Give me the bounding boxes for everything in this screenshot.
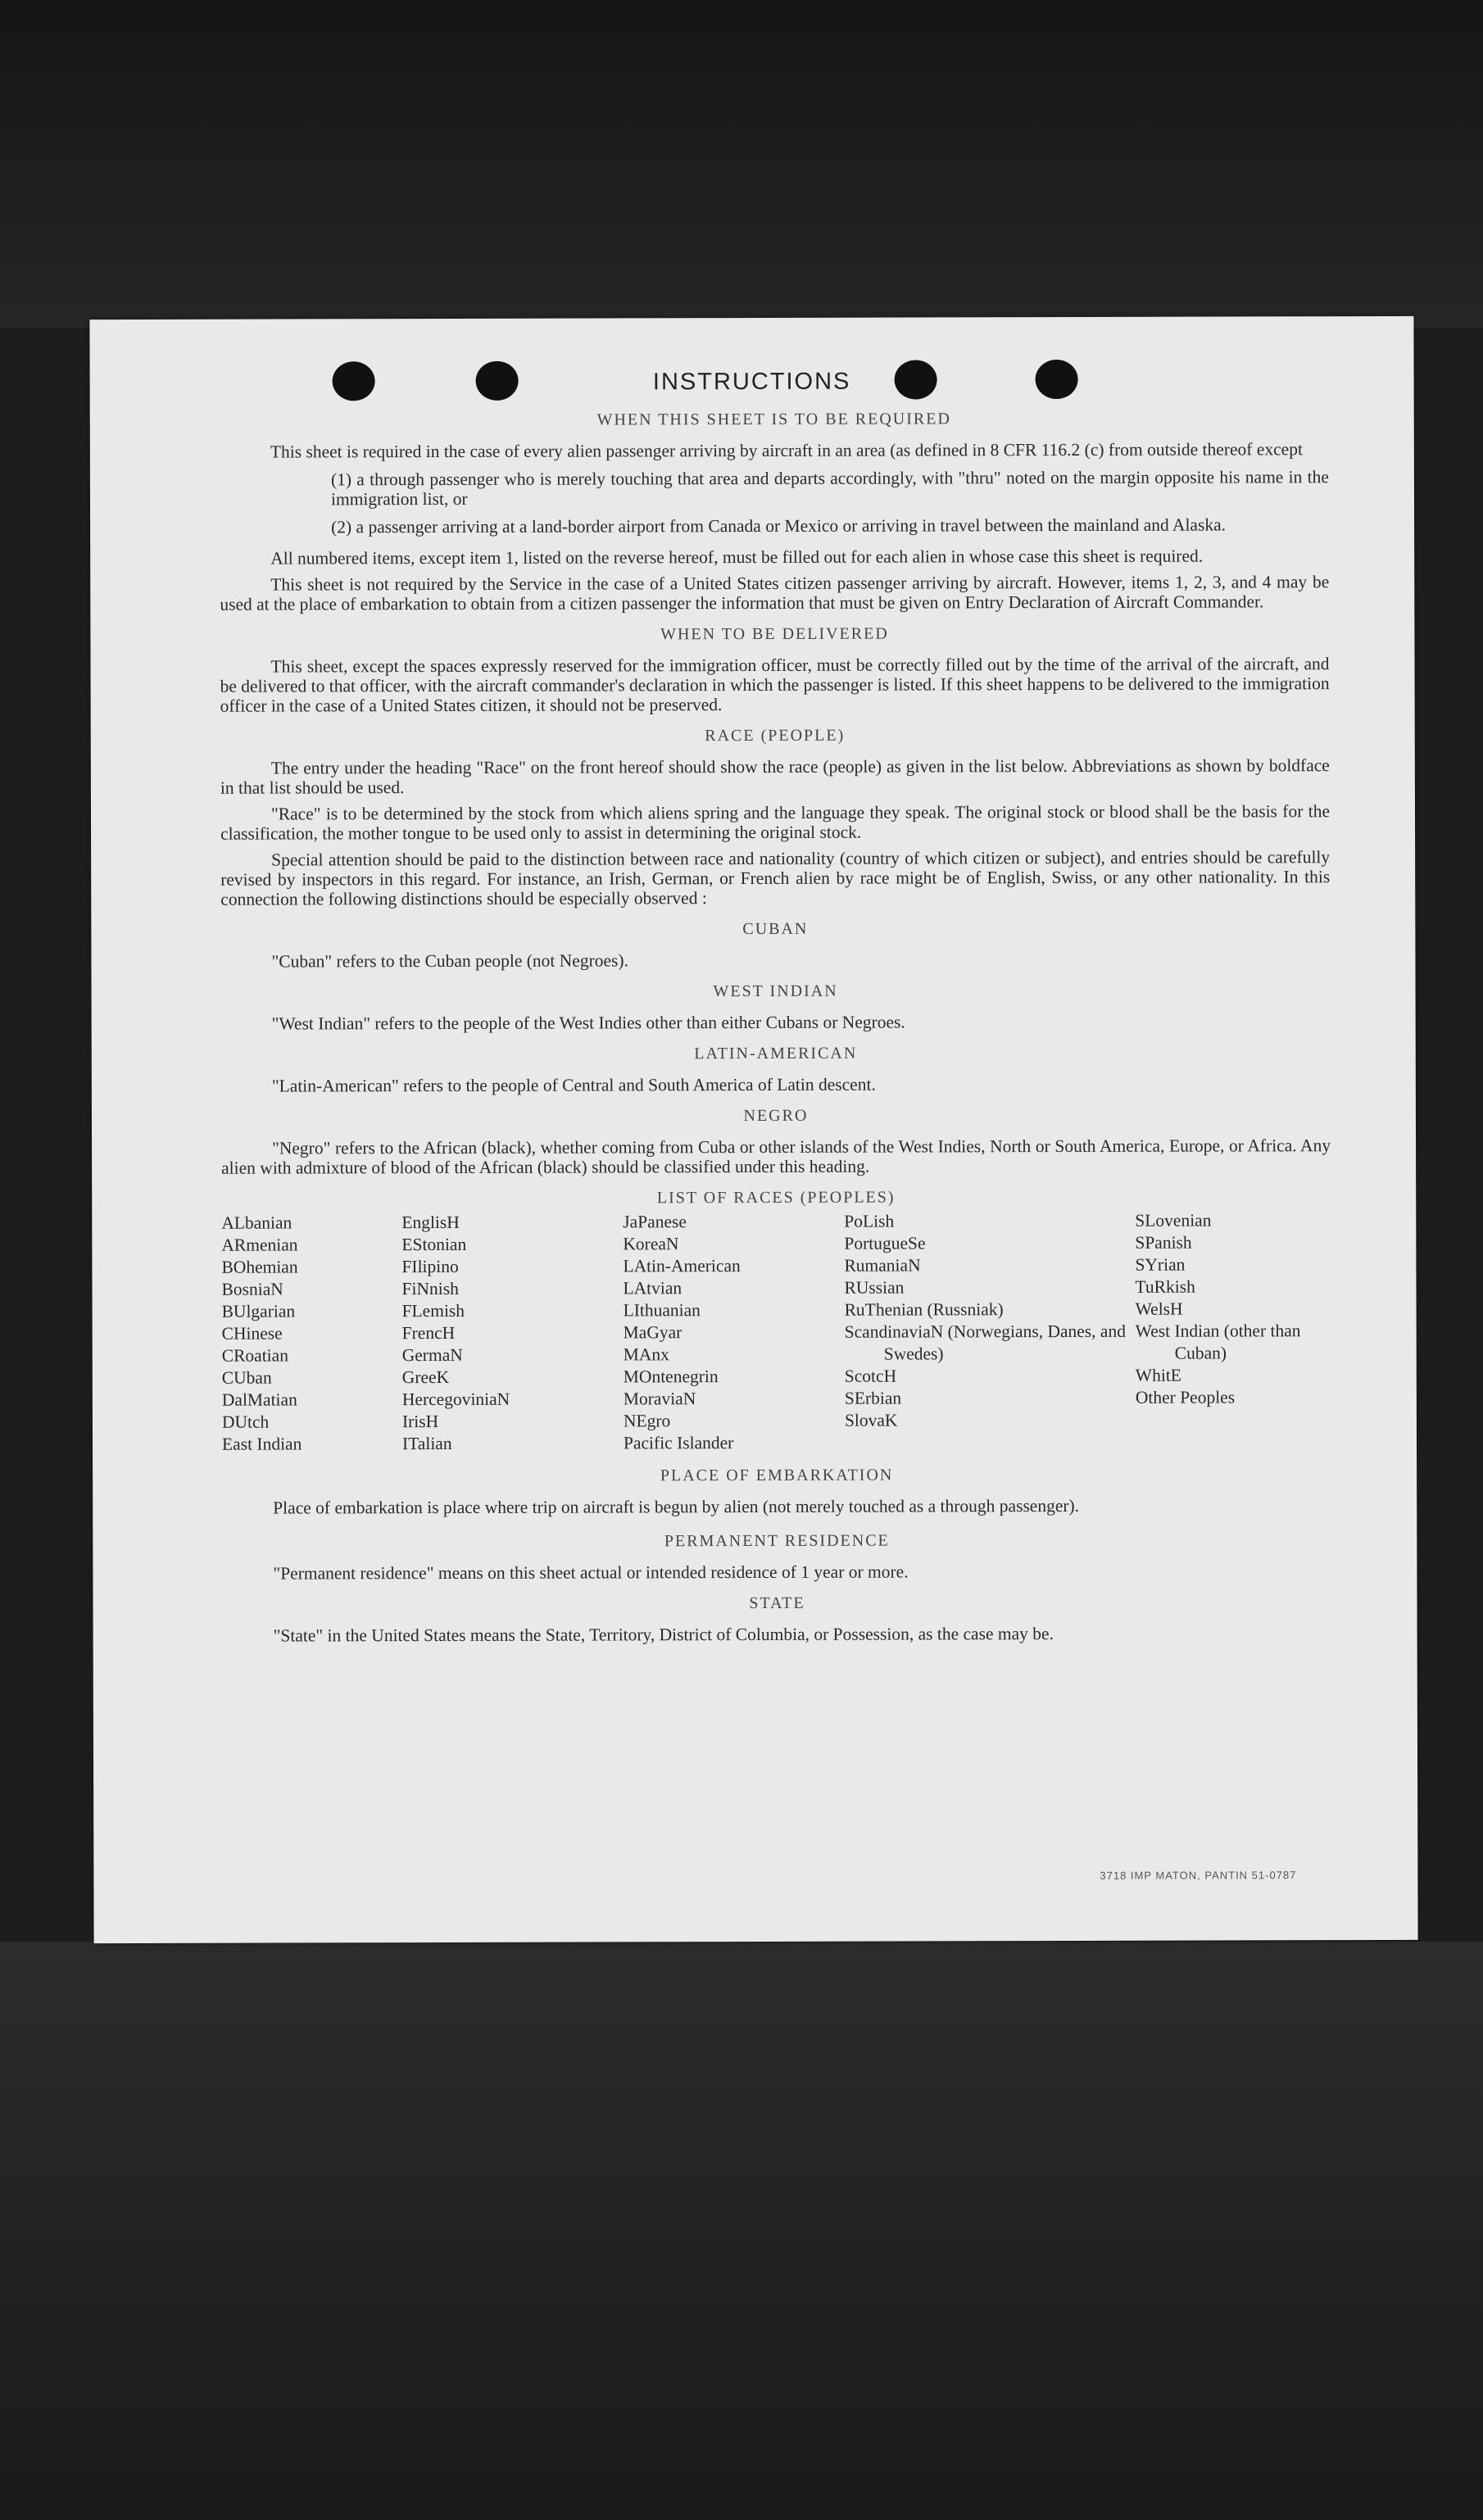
race-entry: EStonian [401,1234,467,1255]
heading-when-required: WHEN THIS SHEET IS TO BE REQUIRED [596,410,951,429]
race-entry: PortugueSe [844,1233,926,1253]
race-entry: ITalian [401,1433,452,1454]
race-entry: HercegoviniaN [401,1389,510,1410]
race-entry: MoraviaN [623,1389,696,1409]
heading-list-of-races: LIST OF RACES (PEOPLES) [656,1188,896,1208]
paragraph: All numbered items, except item 1, listed on the reverse hereof, must be filled out for each alien in whose case this sheet is required. [270,546,1204,569]
race-entry: MAnx [623,1344,669,1365]
race-entry: CHinese [221,1323,283,1344]
race-entry: SYrian [1135,1254,1186,1275]
race-entry: SlovaK [844,1410,898,1430]
race-entry: WhitE [1135,1365,1181,1385]
race-column [221,1212,402,1456]
print-code: 3718 IMP MATON, PANTIN 51-0787 [1100,1869,1297,1882]
race-entry: LAtvian [623,1278,683,1299]
paragraph: Special attention should be paid to the distinction between race and nationality (country of which citizen or subject), and entries should be carefully revised by inspectors in this regard. For instance, an Irish, German, or French alien by race might be of English, Swiss, or any other nationality. In this connection the following distinctions should be especially observed : [220,847,1331,909]
heading-permanent-residence: PERMANENT RESIDENCE [664,1531,890,1551]
race-entry: LAtin-American [623,1256,741,1276]
race-entry: ScandinaviaN (Norwegians, Danes, and Swedes) [844,1321,1126,1364]
race-entry: SLovenian [1135,1210,1212,1231]
race-entry: RUssian [844,1277,905,1298]
race-column [844,1210,1136,1454]
race-entry: CUban [221,1367,272,1388]
race-entry: BUlgarian [221,1301,296,1321]
race-entry: ARmenian [221,1235,298,1255]
paragraph: Place of embarkation is place where trip on aircraft is begun by alien (not merely touched as a through passenger). [273,1495,1080,1518]
paragraph: "Permanent residence" means on this sheet actual or intended residence of 1 year or more. [273,1561,909,1584]
race-entry: BosniaN [221,1279,283,1299]
race-entry: JaPanese [623,1212,687,1232]
race-column [401,1211,624,1455]
race-entry: GreeK [401,1367,450,1388]
race-entry: MaGyar [623,1322,683,1343]
paragraph: "Latin-American" refers to the people of Central and South America of Latin descent. [271,1074,876,1096]
race-entry: East Indian [221,1434,302,1454]
race-entry: MOntenegrin [623,1367,719,1387]
scan-background-top [0,0,1483,328]
paragraph: "Cuban" refers to the Cuban people (not Negroes). [271,950,628,972]
race-entry: GermaN [401,1344,463,1366]
race-entry: FIlipino [401,1256,459,1277]
paragraph: "Negro" refers to the African (black), whether coming from Cuba or other islands of the West Indies, North or South America, Europe, or Africa. Any alien with admixture of blood of the African (black) should be classified under this heading. [221,1135,1331,1178]
paragraph: "Race" is to be determined by the stock from which aliens spring and the language they speak. The original stock or blood shall be the basis for the classification, the mother tongue to be used only to assist in determining the original stock. [220,801,1331,844]
race-entry: ALbanian [221,1212,293,1233]
paragraph: "State" in the United States means the State, Territory, District of Columbia, or Possession, as the case may be. [273,1624,1054,1646]
race-entry: IrisH [401,1412,439,1432]
race-entry: FiNnish [401,1278,459,1299]
heading-state: STATE [749,1593,805,1613]
scan-background-bottom [0,1942,1483,2520]
instruction-sheet [89,316,1417,1943]
race-entry: ScotcH [844,1366,897,1386]
race-entry: DalMatian [221,1389,297,1410]
race-entry: West Indian (other than Cuban) [1135,1321,1301,1363]
race-entry: RumaniaN [844,1255,921,1276]
heading-negro: NEGRO [743,1106,809,1126]
paragraph-exception-2: (2) a passenger arriving at a land-border airport from Canada or Mexico or arriving in travel between the mainland and Alaska. [331,514,1227,537]
paragraph: The entry under the heading "Race" on the front hereof should show the race (people) as given in the list below. Abbreviations as shown by boldface in that list should be used. [220,755,1330,798]
paragraph-exception-1: (1) a through passenger who is merely touching that area and departs accordingly, with "thru" noted on the margin opposite his name in the immigration list, or [330,467,1329,510]
race-entry: Pacific Islander [623,1433,734,1453]
race-entry: RuThenian (Russniak) [844,1299,1004,1320]
race-entry: PoLish [844,1211,895,1231]
race-entry: NEgro [623,1411,671,1431]
race-entry: TuRkish [1135,1276,1195,1297]
race-entry: FrencH [401,1322,456,1344]
heading-cuban: CUBAN [742,919,809,939]
race-entry: FLemish [401,1300,465,1321]
race-list [221,1209,1331,1456]
heading-race: RACE (PEOPLE) [705,726,846,746]
heading-embarkation: PLACE OF EMBARKATION [660,1466,894,1485]
heading-west-indian: WEST INDIAN [713,981,838,1001]
race-entry: KoreaN [623,1234,679,1254]
page-title: INSTRUCTIONS [652,368,851,396]
paragraph: This sheet is required in the case of every alien passenger arriving by aircraft in an area (as defined in 8 CFR 116.2 (c) from outside thereof except [270,439,1303,462]
race-entry: WelsH [1135,1299,1183,1319]
paragraph: This sheet is not required by the Service in the case of a United States citizen passenger arriving by aircraft. However, items 1, 2, 3, and 4 may be used at the place of embarkation to obtain from a citizen passenger the information that must be given on Entry Declaration of Aircraft Commander. [220,572,1330,614]
race-entry: SErbian [844,1388,902,1408]
race-column [1135,1209,1331,1453]
race-entry: DUtch [221,1412,270,1432]
race-entry: BOhemian [221,1257,298,1277]
instructions-body [220,408,1332,1646]
heading-latin-american: LATIN-AMERICAN [694,1044,858,1063]
paragraph: "West Indian" refers to the people of the West Indies other than either Cubans or Negroes. [271,1012,905,1034]
race-column [623,1211,845,1455]
race-entry: LIthuanian [623,1300,701,1321]
paragraph: This sheet, except the spaces expressly reserved for the immigration officer, must be correctly filled out by the time of the arrival of the aircraft, and be delivered to that officer, with the aircraft commander's declaration in which the passenger is listed. If this sheet happens to be delivered to the immigration officer in the case of a United States citizen, it should not be preserved. [220,654,1330,716]
race-entry: Other Peoples [1135,1387,1236,1407]
race-entry: SPanish [1135,1232,1192,1253]
race-entry: EnglisH [401,1212,460,1233]
heading-when-delivered: WHEN TO BE DELIVERED [660,624,889,644]
race-entry: CRoatian [221,1345,288,1366]
